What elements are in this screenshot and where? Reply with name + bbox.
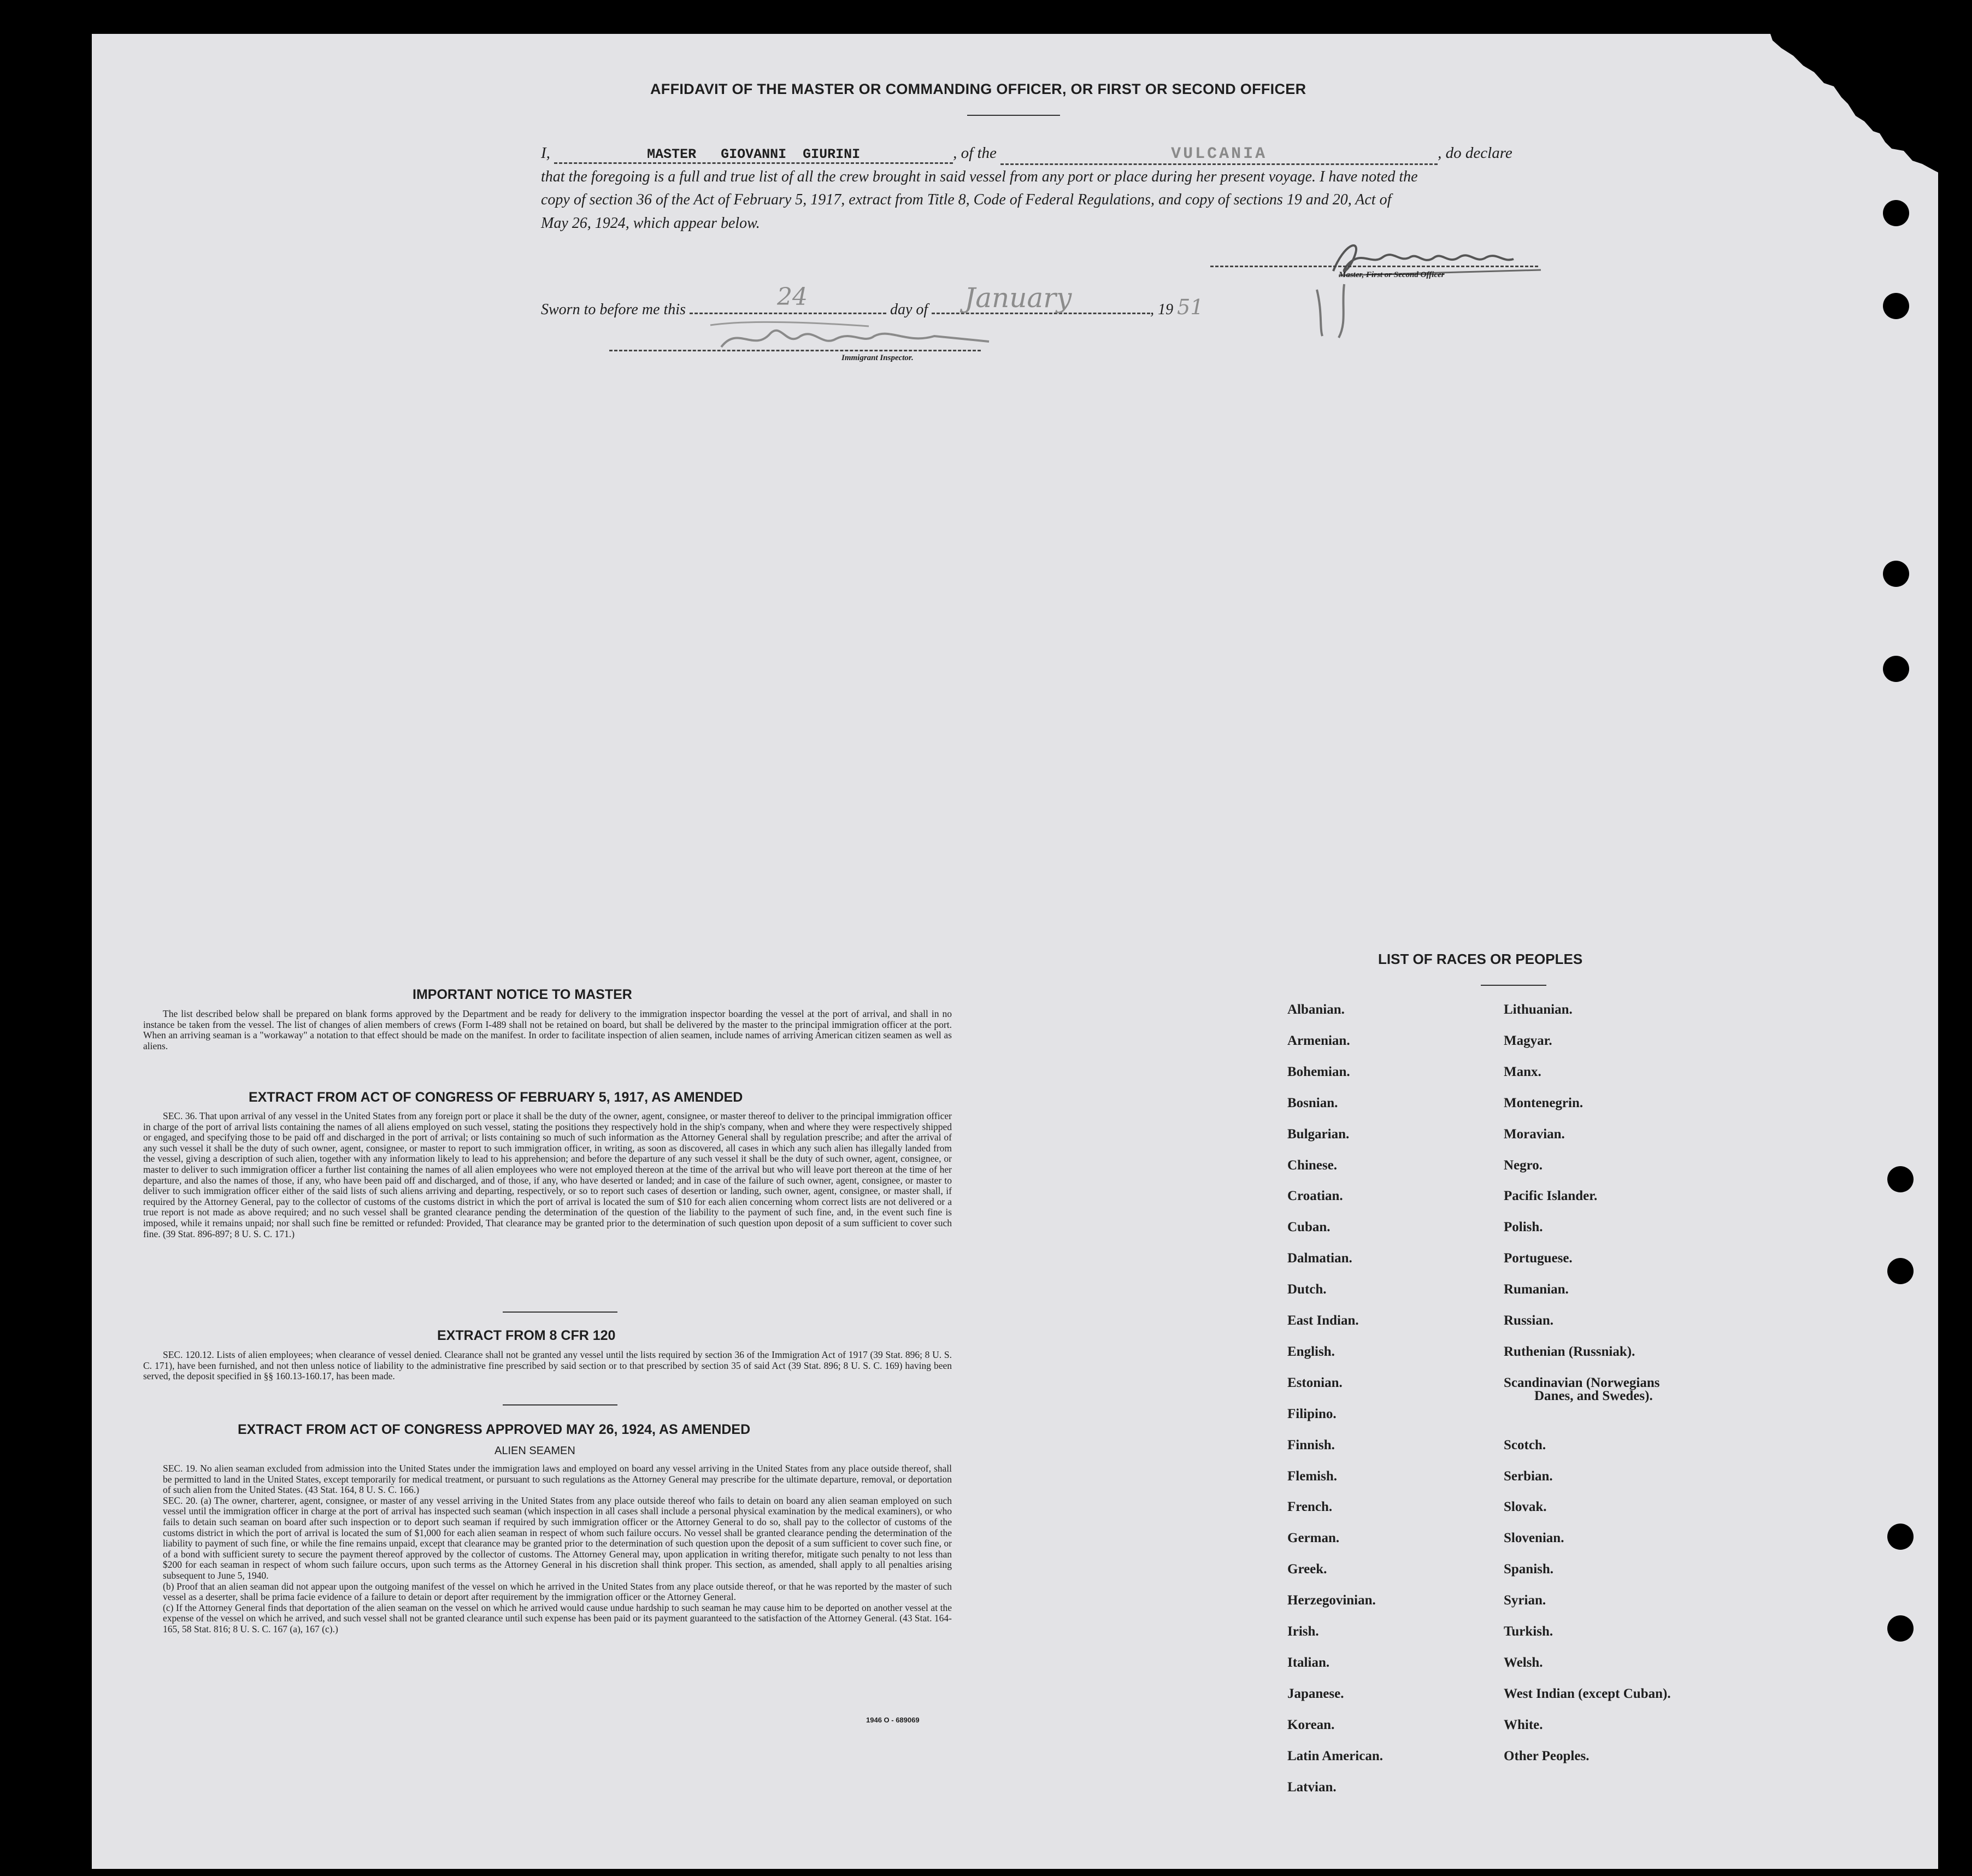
races-title-rule bbox=[1481, 985, 1546, 986]
race-item: Greek. bbox=[1287, 1562, 1327, 1577]
punch-hole bbox=[1883, 200, 1909, 226]
race-item: Bosnian. bbox=[1287, 1095, 1338, 1110]
vessel-field[interactable]: VULCANIA bbox=[1000, 145, 1438, 165]
race-item: Bulgarian. bbox=[1287, 1126, 1350, 1142]
day-value: 24 bbox=[776, 283, 808, 311]
race-item: White. bbox=[1504, 1717, 1543, 1732]
title-rule bbox=[967, 115, 1060, 116]
torn-corner bbox=[1749, 34, 1945, 176]
race-item: Italian. bbox=[1287, 1655, 1330, 1670]
sec19-text: SEC. 19. No alien seaman excluded from admission into the United States under the immigration laws and employed on board any vessel arriving in the United States from any place outside thereof, shall be permitted to land in the United States, except temporarily for medical treatment, or pursuant to such regulations as the Attorney General may prescribe for the ultimate departure, removal, or deportation of such alien from the United States. (43 Stat. 164, 8 U. S. C. 166.) bbox=[163, 1463, 952, 1496]
declaration-line-4: May 26, 1924, which appear below. bbox=[541, 215, 760, 232]
punch-hole bbox=[1887, 1166, 1914, 1192]
signature-line bbox=[1210, 266, 1538, 267]
day-of-label: day of bbox=[890, 301, 928, 318]
race-item: Lithuanian. bbox=[1504, 1002, 1573, 1017]
extract-8cfr-title: EXTRACT FROM 8 CFR 120 bbox=[437, 1328, 616, 1343]
extract-8cfr-body bbox=[143, 1350, 952, 1382]
punch-hole bbox=[1887, 1615, 1914, 1642]
race-item: Scandinavian (Norwegians bbox=[1504, 1375, 1660, 1390]
race-item: Negro. bbox=[1504, 1157, 1543, 1173]
race-item: Syrian. bbox=[1504, 1593, 1546, 1608]
race-item: Estonian. bbox=[1287, 1375, 1343, 1390]
race-item: Japanese. bbox=[1287, 1686, 1344, 1701]
alien-seamen-subtitle: ALIEN SEAMEN bbox=[495, 1445, 575, 1457]
race-item: Herzegovinian. bbox=[1287, 1593, 1376, 1608]
month-field[interactable] bbox=[932, 282, 1150, 314]
declarant-field[interactable]: MASTER GIOVANNI GIURINI bbox=[554, 146, 953, 164]
race-item: Montenegrin. bbox=[1504, 1095, 1584, 1110]
divider-rule bbox=[503, 1312, 617, 1313]
race-item: Croatian. bbox=[1287, 1189, 1343, 1204]
month-value: January bbox=[964, 282, 1072, 314]
race-item: Bohemian. bbox=[1287, 1064, 1350, 1079]
extract-1917-body bbox=[143, 1111, 952, 1239]
notice-text: The list described below shall be prepared on blank forms approved by the Department and be ready for delivery to the immigration inspector boarding the vessel at the port of arrival, and shall in no instance be taken from the vessel. The list of changes of alien members of crews (Form I-489 shall not be retained on board, but shall be delivered by the master to the principal immigration officer at the port. When an arriving seaman is a "workaway" a notation to that effect should be made on the manifest. In order to facilitate inspection of alien seamen, include names of arriving American citizen seamen as well as aliens. bbox=[143, 1008, 952, 1051]
notice-title: IMPORTANT NOTICE TO MASTER bbox=[413, 987, 632, 1002]
race-item: Scotch. bbox=[1504, 1437, 1546, 1452]
sec20c-text: (c) If the Attorney General finds that deportation of the alien seaman on the vessel on which he arrived would cause undue hardship to such seaman he may cause him to be deported on another vessel at the expense of the vessel on which he arrived, and such vessel shall not be granted clearance until such expense has been paid or its payment guaranteed to the satisfaction of the Attorney General. (43 Stat. 164-165, 58 Stat. 816; 8 U. S. C. 167 (a), 167 (c).) bbox=[163, 1602, 952, 1634]
extract-1924-title: EXTRACT FROM ACT OF CONGRESS APPROVED MAY 26, 1924, AS AMENDED bbox=[238, 1422, 751, 1437]
day-field[interactable] bbox=[690, 283, 886, 314]
do-declare-label: , do declare bbox=[1438, 144, 1512, 162]
race-item: Turkish. bbox=[1504, 1624, 1553, 1639]
notice-body bbox=[143, 1009, 952, 1051]
race-item: Portuguese. bbox=[1504, 1251, 1573, 1266]
race-item: Welsh. bbox=[1504, 1655, 1543, 1670]
print-code: 1946 O - 689069 bbox=[866, 1716, 920, 1724]
race-item: Chinese. bbox=[1287, 1157, 1337, 1173]
extract-1924-body bbox=[143, 1463, 952, 1635]
year-value[interactable]: 51 bbox=[1177, 295, 1204, 319]
punch-hole bbox=[1887, 1258, 1914, 1284]
races-title: LIST OF RACES OR PEOPLES bbox=[1378, 951, 1583, 967]
inspector-caption: Immigrant Inspector. bbox=[841, 354, 914, 362]
divider-rule bbox=[503, 1404, 617, 1405]
punch-hole bbox=[1883, 293, 1909, 319]
race-item: English. bbox=[1287, 1344, 1335, 1359]
sec120-text: SEC. 120.12. Lists of alien employees; when clearance of vessel denied. Clearance shall not be granted any vessel until the lists required by section 36 of the Immigration Act of 1917 (39 Stat. 896; 8 U. S. C. 171), have been furnished, and not then unless notice of liability to the administrative fine prescribed by said section or to that prescribed by section 35 of said Act (39 Stat. 896; 8 U. S. C. 169) having been served, the deposit specified in §§ 160.13-160.17, has been made. bbox=[143, 1349, 952, 1382]
race-item: German. bbox=[1287, 1531, 1340, 1546]
race-item: Flemish. bbox=[1287, 1468, 1337, 1484]
race-item: Filipino. bbox=[1287, 1406, 1337, 1421]
i-label: I, bbox=[541, 144, 550, 162]
race-item: Slovak. bbox=[1504, 1499, 1547, 1515]
race-item: Dalmatian. bbox=[1287, 1251, 1352, 1266]
race-item: Dutch. bbox=[1287, 1282, 1327, 1297]
race-item: Pacific Islander. bbox=[1504, 1189, 1598, 1204]
race-item: West Indian (except Cuban). bbox=[1504, 1686, 1671, 1701]
race-item: Irish. bbox=[1287, 1624, 1319, 1639]
race-item: Latin American. bbox=[1287, 1748, 1383, 1763]
race-item-continuation: Danes, and Swedes). bbox=[1534, 1388, 1653, 1403]
punch-hole bbox=[1887, 1524, 1914, 1550]
race-item: Polish. bbox=[1504, 1220, 1543, 1235]
race-item: Latvian. bbox=[1287, 1779, 1337, 1795]
race-item: Finnish. bbox=[1287, 1437, 1335, 1452]
race-item: Serbian. bbox=[1504, 1468, 1553, 1484]
affidavit-title: AFFIDAVIT OF THE MASTER OR COMMANDING OFFICER, OR FIRST OR SECOND OFFICER bbox=[650, 81, 1306, 97]
declaration-line-3: copy of section 36 of the Act of February 5, 1917, extract from Title 8, Code of Federal Regulations, and copy of sections 19 and 20, Act of bbox=[541, 191, 1392, 208]
year-prefix: , 19 bbox=[1150, 301, 1174, 318]
race-item: Ruthenian (Russniak). bbox=[1504, 1344, 1635, 1359]
race-item: Moravian. bbox=[1504, 1126, 1565, 1142]
punch-hole bbox=[1883, 561, 1909, 587]
race-item: East Indian. bbox=[1287, 1313, 1359, 1328]
sec20a-text: SEC. 20. (a) The owner, charterer, agent, consignee, or master of any vessel arriving in the United States from any place outside thereof who fails to detain on board any alien seaman employed on such vessel until the immigration officer in charge at the port of arrival has inspected such seaman (which inspection in all cases shall include a personal physical examination by the medical examiners), or who fails to detain such seaman on board after such inspection or to deport such seaman if required by such immigration officer or the Attorney General to do so, shall pay to the collector of customs of the customs district in which the port of arrival is located the sum of $1,000 for each alien seaman in respect of whom such failure occurs. No vessel shall be granted clearance pending the determination of the liability to payment of such fine, or while the fine remains unpaid, except that clearance may be granted prior to the determination of such question upon the deposit of a sum sufficient to cover such fine, or of a bond with sufficient surety to secure the payment thereof approved by the collector of customs. The Attorney General may, upon application in writing therefor, mitigate such penalty to not less than $200 for each seaman in respect of whom such failure occurs, upon such terms as the Attorney General in his discretion shall think proper. This section, as amended, shall apply to all penalties arising subsequent to June 5, 1940. bbox=[163, 1495, 952, 1581]
race-item: Korean. bbox=[1287, 1717, 1335, 1732]
caption-master: Master, bbox=[1339, 270, 1364, 279]
race-item: Albanian. bbox=[1287, 1002, 1345, 1017]
sec36-text: SEC. 36. That upon arrival of any vessel in the United States from any foreign port or place it shall be the duty of the owner, agent, consignee, or master thereof to deliver to the principal immigration officer in charge of the port of arrival lists containing the names of all aliens employed on such vessel, stating the positions they respectively hold in the ship's company, when and where they were respectively shipped or engaged, and specifying those to be paid off and discharged in the port of arrival; or lists containing so much of such information as the Attorney General shall by regulation prescribe; and after the arrival of any such vessel it shall be the duty of such owner, agent, consignee, or master to report to such immigration officer, in writing, as soon as discovered, all cases in which any such alien has illegally landed from the vessel, giving a description of such alien, together with any information likely to lead to his apprehension; and before the departure of any such vessel it shall be the duty of such owner, agent, consignee, or master to deliver to such immigration officer a further list containing the names of all alien employees who were not employed thereon at the time of the arrival but who will leave port thereon at the time of her departure, and also the names of those, if any, who have been paid off and discharged, and of those, if any, who have deserted or landed; and in case of the failure of such owner, agent, consignee, or master to deliver to such immigration officer either of the said lists of such aliens arriving and departing, respectively, or so to report such cases of desertion or landing, such owner, agent, consignee, or master shall, if required by the Attorney General, pay to the collector of customs of the customs district in which the port of arrival is located the sum of $10 for each alien concerning whom correct lists are not delivered or a true report is not made as above required; and no such vessel shall be granted clearance pending the determination of the question of the liability to the payment of such fine, and, in the event such fine is imposed, while it remains unpaid; nor shall such fine be remitted or refunded: Provided, That clearance may be granted prior to the determination of such question upon deposit of a sum sufficient to cover such fine. (39 Stat. 896-897; 8 U. S. C. 171.) bbox=[143, 1110, 952, 1239]
declaration-line-1 bbox=[541, 144, 1512, 165]
pen-flourish bbox=[1306, 279, 1382, 339]
extract-1917-title: EXTRACT FROM ACT OF CONGRESS OF FEBRUARY 5, 1917, AS AMENDED bbox=[249, 1090, 743, 1105]
race-item: Manx. bbox=[1504, 1064, 1541, 1079]
race-item: Slovenian. bbox=[1504, 1531, 1564, 1546]
race-item: Magyar. bbox=[1504, 1033, 1552, 1048]
race-item: French. bbox=[1287, 1499, 1333, 1515]
caption-struck: First or Second Officer bbox=[1366, 270, 1445, 279]
declaration-line-2: that the foregoing is a full and true list of all the crew brought in said vessel from any port or place during her present voyage. I have noted the bbox=[541, 168, 1418, 185]
race-item: Cuban. bbox=[1287, 1220, 1331, 1235]
sec20b-text: (b) Proof that an alien seaman did not appear upon the outgoing manifest of the vessel on which he arrived in the United States from any place outside thereof, or that he was reported by the master of such vessel as a deserter, shall be prima facie evidence of a failure to detain or deport after requirement by the immigration officer or the Attorney General. bbox=[163, 1580, 952, 1603]
race-item: Spanish. bbox=[1504, 1562, 1554, 1577]
race-item: Other Peoples. bbox=[1504, 1748, 1590, 1763]
race-item: Russian. bbox=[1504, 1313, 1554, 1328]
of-the-label: , of the bbox=[953, 144, 997, 162]
race-item: Armenian. bbox=[1287, 1033, 1350, 1048]
punch-hole bbox=[1883, 656, 1909, 682]
inspector-line bbox=[609, 350, 981, 351]
race-item: Rumanian. bbox=[1504, 1282, 1569, 1297]
sworn-label: Sworn to before me this bbox=[541, 301, 686, 318]
